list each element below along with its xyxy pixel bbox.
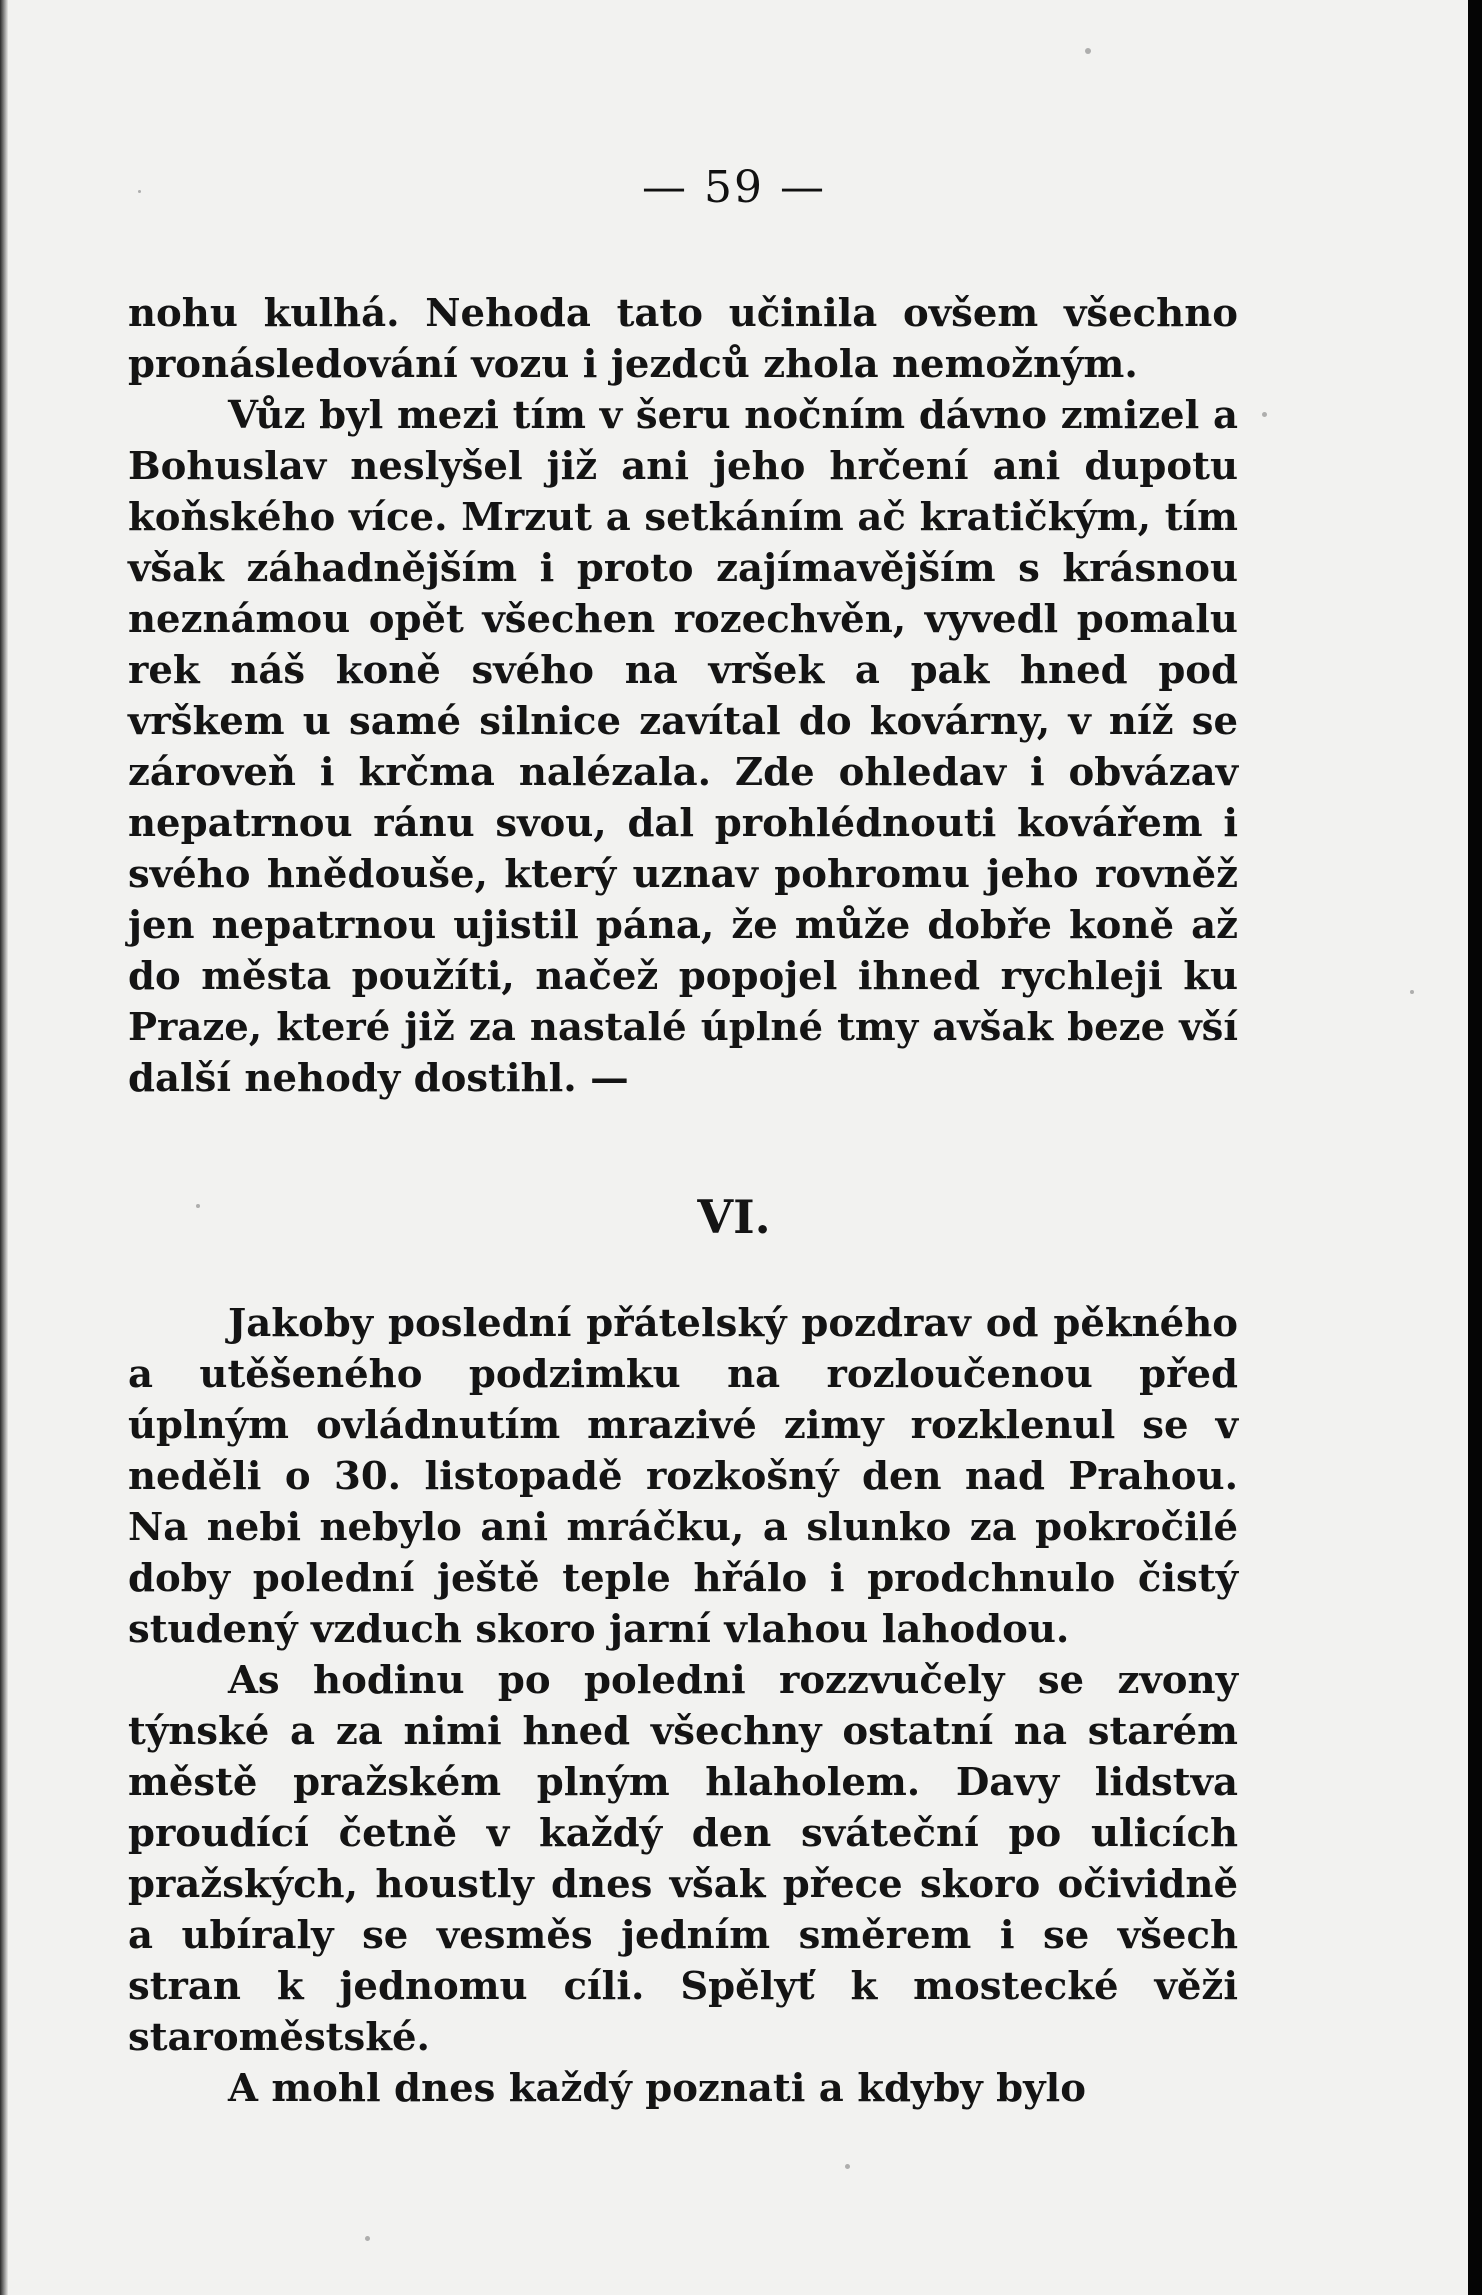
paragraph: A mohl dnes každý poznati a kdyby bylo [228, 2066, 1086, 2111]
paragraph: nohu kulhá. Nehoda tato učinila ovšem všechno pronásledování vozu i jezdců zhola nemožným. [128, 291, 1238, 387]
paragraph: Jakoby poslední přátelský pozdrav od pěkného a utěšeného podzimku na rozloučenou před úplným ovládnutím mrazivé zimy rozklenul se v neděli o 30. listopadě rozkošný den nad Prahou. Na nebi nebylo ani mráčku, a slunko za pokročilé doby polední ještě teple hřálo i prodchnulo čistý studený vzduch skoro jarní vlahou lahodou. [128, 1301, 1238, 1652]
paper-speck [845, 2164, 850, 2169]
page-number: — 59 — [642, 162, 826, 213]
paragraph: As hodinu po poledni rozzvučely se zvony týnské a za nimi hned všechny ostatní na starém městě pražském plným hlaholem. Davy lidstva proudící četně v každý den sváteční po ulicích pražských, houstly dnes však přece skoro očividně a ubíraly se vesměs jedním směrem i se všech stran k jednomu cíli. Spělyť k mostecké věži staroměstské. [128, 1658, 1238, 2060]
page-right-edge [1468, 0, 1482, 2295]
paragraph: Vůz byl mezi tím v šeru nočním dávno zmizel a Bohuslav neslyšel již ani jeho hrčení ani dupotu koňského více. Mrzut a setkáním ač kratičkým, tím však záhadnějším i proto zajímavějším s krásnou neznámou opět všechen rozechvěn, vyvedl pomalu rek náš koně svého na vršek a pak hned pod vrškem u samé silnice zavítal do kovárny, v níž se zároveň i krčma nalézala. Zde ohledav i obvázav nepatrnou ránu svou, dal prohlédnouti kovářem i svého hnědouše, který uznav pohromu jeho rovněž jen nepatrnou ujistil pána, že může dobře koně až do města použíti, načež popojel ihned rychleji ku Praze, které již za nastalé úplné tmy avšak beze vší další nehody dostihl. — [128, 393, 1238, 1101]
page-left-edge [0, 0, 8, 2295]
section-b-text [128, 1298, 1238, 2114]
paper-speck [1410, 990, 1414, 994]
section-a-text [128, 288, 1238, 1104]
paper-speck [1085, 48, 1091, 54]
paper-speck [365, 2236, 370, 2241]
chapter-heading: VI. [697, 1190, 771, 1244]
paper-speck [1262, 412, 1267, 417]
